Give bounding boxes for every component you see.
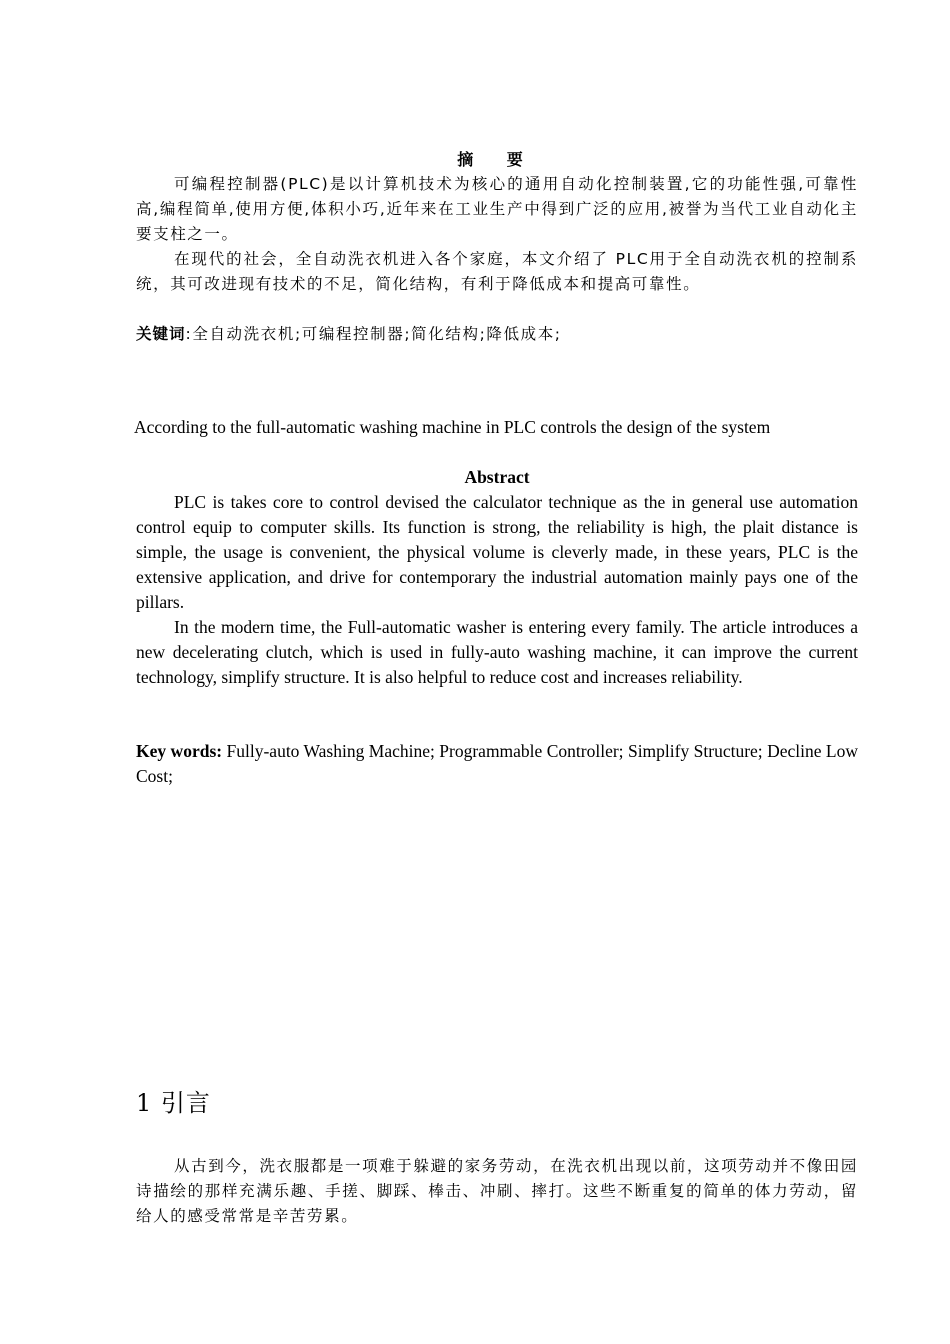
en-abstract-paragraph-2: In the modern time, the Full-automatic washer is entering every family. The article introduces a new decelerating clutch, which is used in fully-auto washing machine, it can improve the current technology, simplify structure. It is also helpful to reduce cost and increases reliability. bbox=[136, 617, 858, 687]
section-heading: 1 引言 bbox=[136, 1089, 211, 1117]
en-abstract-paragraph-1: PLC is takes core to control devised the calculator technique as the in general use automation control equip to computer skills. Its function is strong, the reliability is high, the plait distance is simple, the usage is convenient, the physical volume is cleverly made, in these years, PLC is the extensive application, and drive for contemporary the industrial automation mainly pays one of the pillars. bbox=[136, 492, 858, 612]
cn-keywords bbox=[136, 322, 858, 347]
cn-keywords-label: 关键词 bbox=[136, 325, 186, 343]
section-body bbox=[136, 1154, 858, 1229]
en-abstract-body bbox=[136, 490, 858, 690]
cn-keywords-text: :全自动洗衣机;可编程控制器;简化结构;降低成本; bbox=[185, 325, 562, 343]
en-keywords-text: Fully-auto Washing Machine; Programmable Controller; Simplify Structure; Decline Low Cost; bbox=[136, 741, 859, 786]
en-abstract-title: Abstract bbox=[464, 467, 530, 487]
en-paper-title: According to the full-automatic washing machine in PLC controls the design of the system bbox=[134, 417, 771, 437]
en-keywords bbox=[136, 739, 858, 789]
cn-abstract-body bbox=[136, 172, 858, 297]
en-keywords-label: Key words: bbox=[136, 741, 223, 761]
cn-abstract-paragraph-2: 在现代的社会，全自动洗衣机进入各个家庭，本文介绍了 PLC用于全自动洗衣机的控制系统，其可改进现有技术的不足，简化结构，有利于降低成本和提高可靠性。 bbox=[136, 250, 858, 293]
section-paragraph-1: 从古到今，洗衣服都是一项难于躲避的家务劳动，在洗衣机出现以前，这项劳动并不像田园诗描绘的那样充满乐趣、手搓、脚踩、棒击、冲刷、摔打。这些不断重复的简单的体力劳动，留给人的感受常常是辛苦劳累。 bbox=[136, 1157, 859, 1225]
cn-abstract-title: 摘 要 bbox=[457, 150, 537, 169]
cn-abstract-paragraph-1: 可编程控制器(PLC)是以计算机技术为核心的通用自动化控制装置,它的功能性强,可靠性高,编程简单,使用方便,体积小巧,近年来在工业生产中得到广泛的应用,被誉为当代工业自动化主要支柱之一。 bbox=[136, 175, 858, 243]
